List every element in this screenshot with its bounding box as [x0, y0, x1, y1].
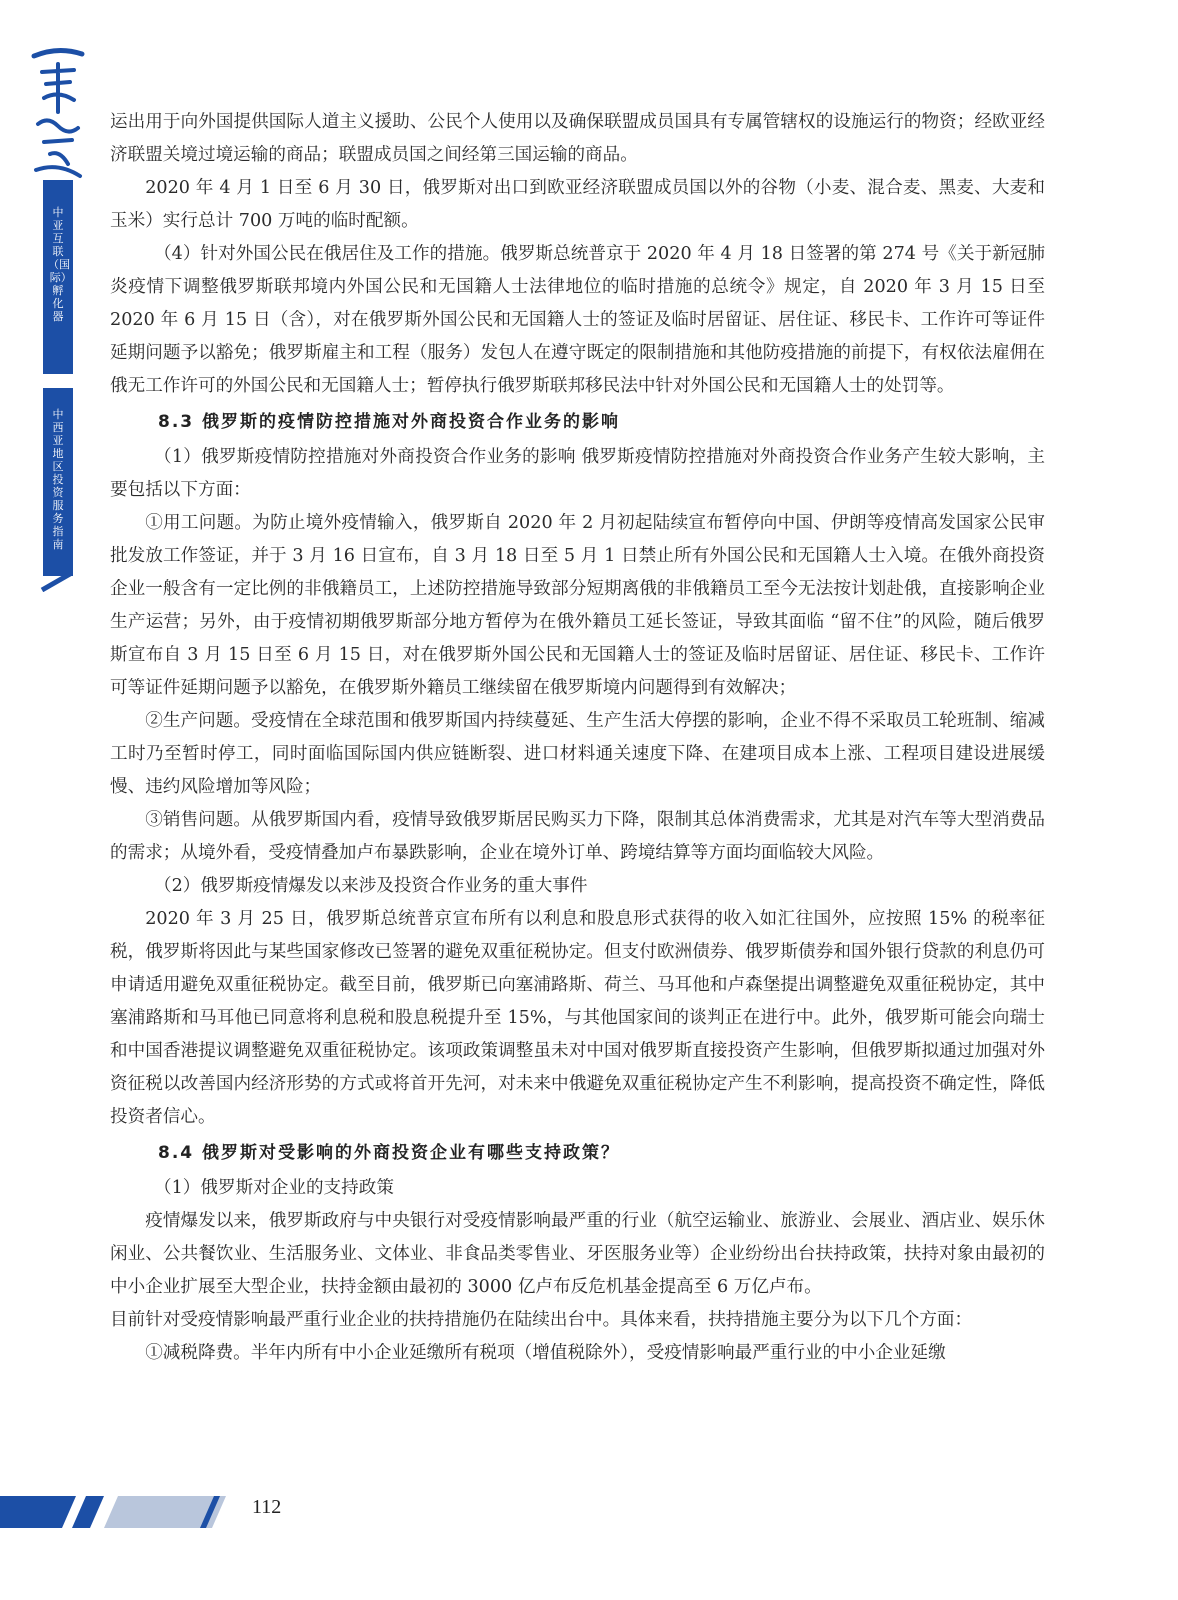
- paragraph: （1）俄罗斯疫情防控措施对外商投资合作业务的影响 俄罗斯疫情防控措施对外商投资合作业务产生较大影响，主要包括以下方面：: [110, 447, 1045, 500]
- section-heading-8-4: 8.4 俄罗斯对受影响的外商投资企业有哪些支持政策？: [158, 1143, 621, 1163]
- paragraph: 运出用于向外国提供国际人道主义援助、公民个人使用以及确保联盟成员国具有专属管辖权的设施运行的物资；经欧亚经济联盟关境过境运输的商品；联盟成员国之间经第三国运输的商品。: [110, 112, 1045, 165]
- paragraph: （2）俄罗斯疫情爆发以来涉及投资合作业务的重大事件: [154, 876, 588, 896]
- document-body: [110, 106, 1045, 1370]
- paragraph: （4）针对外国公民在俄居住及工作的措施。俄罗斯总统普京于 2020 年 4 月 18 日签署的第 274 号《关于新冠肺炎疫情下调整俄罗斯联邦境内外国公民和无国籍人士法律地位的临时措施的总统令》规定，自 2020 年 3 月 15 日至 2020 年 6 月 15 日（含），对在俄罗斯外国公民和无国籍人士的签证及临时居留证、居住证、移民卡、工作许可等证件延期问题予以豁免；俄罗斯雇主和工程（服务）发包人在遵守既定的限制措施和其他防疫措施的前提下，有权依法雇佣在俄无工作许可的外国公民和无国籍人士；暂停执行俄罗斯联邦移民法中针对外国公民和无国籍人士的处罚等。: [110, 244, 1045, 396]
- paragraph: 疫情爆发以来，俄罗斯政府与中央银行对受疫情影响最严重的行业（航空运输业、旅游业、会展业、酒店业、娱乐休闲业、公共餐饮业、生活服务业、文体业、非食品类零售业、牙医服务业等）企业纷纷出台扶持政策，扶持对象由最初的中小企业扩展至大型企业，扶持金额由最初的 3000 亿卢布反危机基金提高至 6 万亿卢布。: [110, 1211, 1045, 1297]
- paragraph: 2020 年 4 月 1 日至 6 月 30 日，俄罗斯对出口到欧亚经济联盟成员国以外的谷物（小麦、混合麦、黑麦、大麦和玉米）实行总计 700 万吨的临时配额。: [110, 178, 1045, 231]
- section-heading-8-3: 8.3 俄罗斯的疫情防控措施对外商投资合作业务的影响: [158, 412, 621, 432]
- paragraph: （1）俄罗斯对企业的支持政策: [154, 1178, 394, 1198]
- paragraph: 目前针对受疫情影响最严重行业企业的扶持措施仍在陆续出台中。具体来看，扶持措施主要分为以下几个方面：: [110, 1310, 973, 1330]
- paragraph: ①减税降费。半年内所有中小企业延缴所有税项（增值税除外），受疫情影响最严重行业的中小企业延缴: [145, 1343, 946, 1363]
- sidebar-label-guide: 中西亚地区投资服务指南: [52, 408, 64, 551]
- sidebar-slash-icon: [40, 572, 80, 592]
- paragraph: 2020 年 3 月 25 日，俄罗斯总统普京宣布所有以利息和股息形式获得的收入如汇往国外，应按照 15% 的税率征税，俄罗斯将因此与某些国家修改已签署的避免双重征税协定。但支付欧洲债券、俄罗斯债券和国外银行贷款的利息仍可申请适用避免双重征税协定。截至目前，俄罗斯已向塞浦路斯、荷兰、马耳他和卢森堡提出调整避免双重征税协定，其中塞浦路斯和马耳他已同意将利息税和股息税提升至 15%，与其他国家间的谈判正在进行中。此外，俄罗斯可能会向瑞士和中国香港提议调整避免双重征税协定。该项政策调整虽未对中国对俄罗斯直接投资产生影响，但俄罗斯拟通过加强对外资征税以改善国内经济形势的方式或将首开先河，对未来中俄避免双重征税协定产生不利影响，提高投资不确定性，降低投资者信心。: [110, 909, 1045, 1127]
- belt-road-logo-icon: [28, 42, 88, 182]
- side-decoration: [0, 0, 100, 1600]
- footer-stripes-icon: [0, 1488, 230, 1534]
- page-number: 112: [252, 1496, 282, 1518]
- paragraph: ③销售问题。从俄罗斯国内看，疫情导致俄罗斯居民购买力下降，限制其总体消费需求，尤其是对汽车等大型消费品的需求；从境外看，受疫情叠加卢布暴跌影响，企业在境外订单、跨境结算等方面均面临较大风险。: [110, 810, 1045, 863]
- sidebar-label-incubator: 中亚互联（国际）孵化器: [48, 206, 70, 323]
- paragraph: ①用工问题。为防止境外疫情输入，俄罗斯自 2020 年 2 月初起陆续宣布暂停向中国、伊朗等疫情高发国家公民审批发放工作签证，并于 3 月 16 日宣布，自 3 月 18 日至 5 月 1 日禁止所有外国公民和无国籍人士入境。在俄外商投资企业一般含有一定比例的非俄籍员工，上述防控措施导致部分短期离俄的非俄籍员工至今无法按计划赴俄，直接影响企业生产运营；另外，由于疫情初期俄罗斯部分地方暂停为在俄外籍员工延长签证，导致其面临 “留不住”的风险，随后俄罗斯宣布自 3 月 15 日至 6 月 15 日，对在俄罗斯外国公民和无国籍人士的签证及临时居留证、居住证、移民卡、工作许可等证件延期问题予以豁免，在俄罗斯外籍员工继续留在俄罗斯境内问题得到有效解决；: [110, 513, 1045, 698]
- paragraph: ②生产问题。受疫情在全球范围和俄罗斯国内持续蔓延、生产生活大停摆的影响，企业不得不采取员工轮班制、缩减工时乃至暂时停工，同时面临国际国内供应链断裂、进口材料通关速度下降、在建项目成本上涨、工程项目建设进展缓慢、违约风险增加等风险；: [110, 711, 1045, 797]
